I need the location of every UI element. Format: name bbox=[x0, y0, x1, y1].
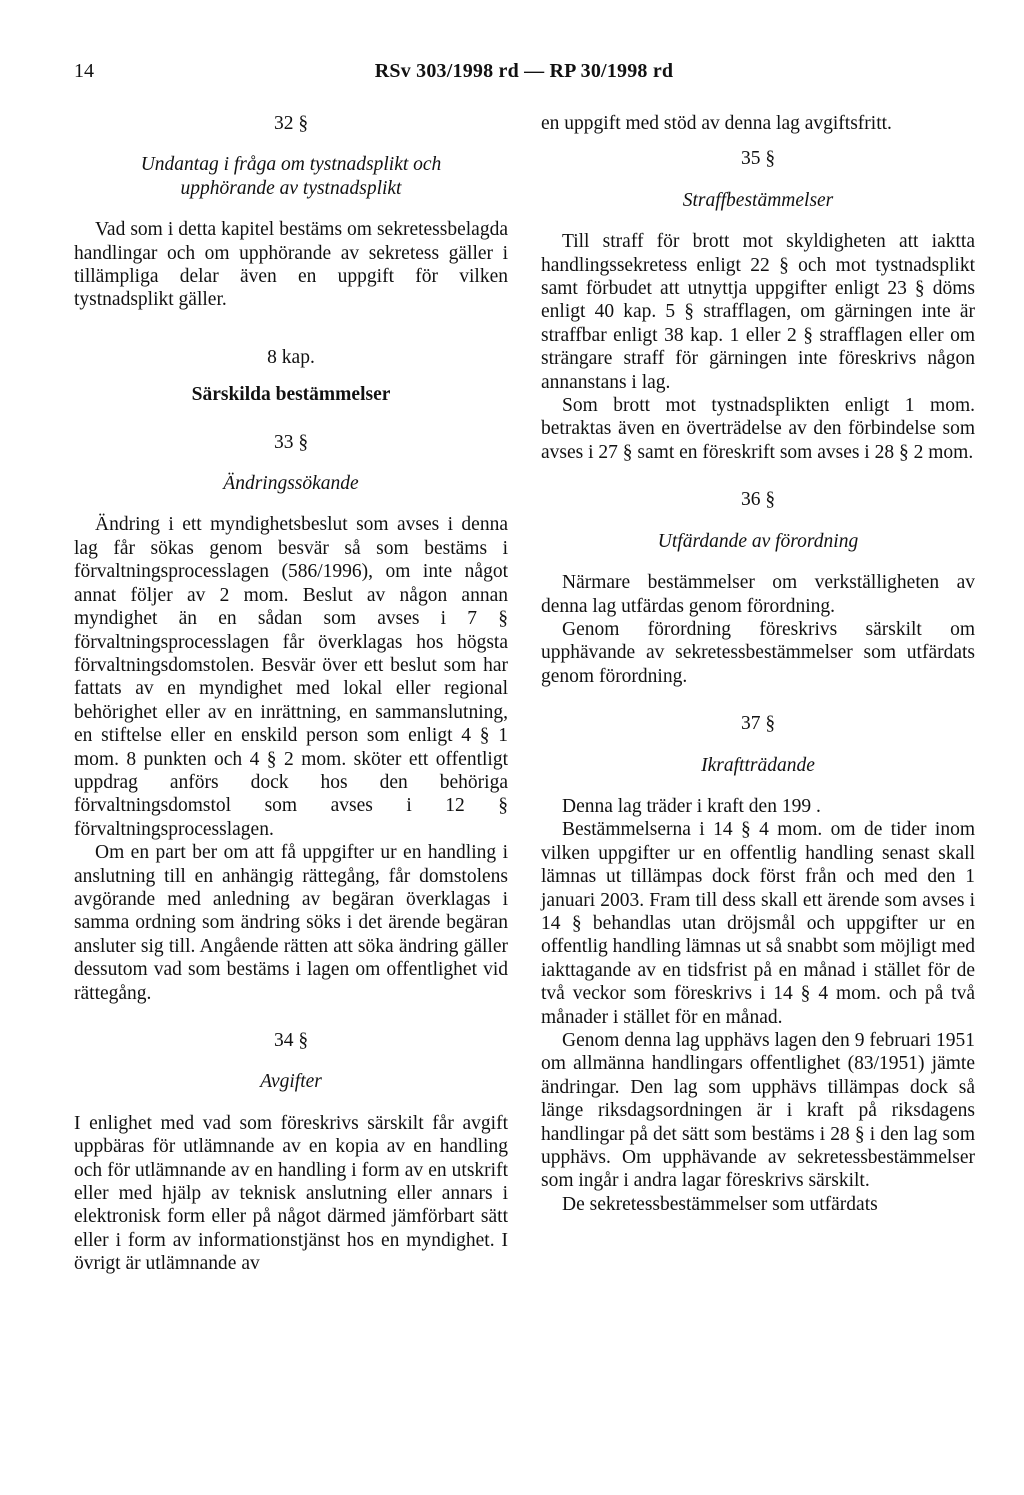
section-37-paragraph-3: Genom denna lag upphävs lagen den 9 februari 1951 om allmänna handlingars offentlighet (83/1951) jämte ändringar. Den lag som upphävs tillämpas dock så länge riksdagsordningen är i kraft på riksdagens handlingar på det sätt som bestäms i 28 § i den lag som upphävs. Om upphävande av sekretessbestämmelser som ingår i andra lagar föreskrivs särskilt. bbox=[541, 1030, 975, 1192]
section-33-paragraph-1: Ändring i ett myndighetsbeslut som avses i denna lag får sökas genom besvär så som bestäms i förvaltningsprocesslagen (586/1996), om inte något annat följer av 2 mom. Beslut av någon annan myndighet än en sådan som avses i 7 § förvaltningsprocesslagen får överklagas hos högsta förvaltningsdomstolen. Besvär över ett beslut som har fattats av en myndighet med lokal eller regional behörighet eller av en inrättning, en sammanslutning, en stiftelse eller en enskild person som enligt 4 § 1 mom. 8 punkten och 4 § 2 mom. sköter ett offentligt uppdrag anförs dock hos den behöriga förvaltningsdomstol som avses i 12 § förvaltningsprocesslagen. bbox=[74, 514, 508, 840]
section-33-number: 33 § bbox=[273, 431, 309, 453]
section-32-title: Undantag i fråga om tystnadsplikt och upphörande av tystnadsplikt bbox=[140, 154, 442, 199]
running-head: RSv 303/1998 rd — RP 30/1998 rd bbox=[374, 60, 674, 82]
page-number: 14 bbox=[74, 60, 94, 82]
section-36-number: 36 § bbox=[740, 489, 776, 511]
right-column bbox=[541, 112, 975, 1216]
section-34-paragraph: I enlighet med vad som föreskrivs särskilt får avgift uppbäras för utlämnande av en kopia av en handling och för utlämnande av en handling i form av en utskrift eller med hjälp av teknisk anslutning eller annars i elektronisk form eller på något därmed jämförbart sätt eller i form av informationstjänst hos en myndighet. I övrigt är utlämnande av bbox=[74, 1112, 508, 1275]
section-36-paragraph-1: Närmare bestämmelser om verkställigheten av denna lag utfärdas genom förordning. bbox=[541, 572, 975, 617]
section-37-number: 37 § bbox=[740, 713, 776, 735]
section-32-number: 32 § bbox=[273, 113, 309, 134]
section-33-paragraph-2: Om en part ber om att få uppgifter ur en handling i anslutning till en anhängig rättegång, får domstolens avgörande med anledning av begäran överklagas i samma ordning som ändring söks i det ärende begäran ansluter sig till. Angående rätten att söka ändring gäller dessutom vad som bestäms i lagen om offentlighet vid rättegång. bbox=[74, 842, 508, 1004]
left-column bbox=[74, 112, 508, 1276]
section-32-paragraph: Vad som i detta kapitel bestäms om sekretessbelagda handlingar och om upphörande av sekretess gäller i tillämpliga delar även en uppgift för vilken tystnadsplikt gäller. bbox=[74, 219, 508, 311]
section-37-title: Ikraftträdande bbox=[701, 754, 815, 776]
continued-paragraph: en uppgift med stöd av denna lag avgiftsfritt. bbox=[541, 113, 892, 134]
section-34-number: 34 § bbox=[273, 1030, 309, 1051]
section-36-title: Utfärdande av förordning bbox=[657, 530, 859, 552]
chapter-title: Särskilda bestämmelser bbox=[191, 384, 391, 406]
section-35-title: Straffbestämmelser bbox=[682, 189, 834, 211]
section-34-title: Avgifter bbox=[260, 1071, 322, 1093]
chapter-number: 8 kap. bbox=[267, 346, 315, 368]
section-36-paragraph-2: Genom förordning föreskrivs särskilt om upphävande av sekretessbestämmelser som utfärdats genom förordning. bbox=[541, 618, 975, 687]
section-37-paragraph-2: Bestämmelserna i 14 § 4 mom. om de tider inom vilken uppgifter ur en offentlig handling senast skall lämnas ut tillämpas dock först från och med den 1 januari 2003. Fram till dess skall ett ärende som avses i 14 § behandlas utan dröjsmål och uppgifter ur en offentlig handling lämnas ut så snabbt som möjligt med iakttagande av en tidsfrist på en månad i stället för de två veckor som föreskrivs i 14 § 4 mom. och på två månader i stället för en månad. bbox=[541, 819, 976, 1028]
section-37-paragraph-1: Denna lag träder i kraft den 199 . bbox=[562, 795, 821, 817]
section-33-title: Ändringssökande bbox=[223, 473, 359, 495]
page-header bbox=[74, 60, 974, 90]
section-35-paragraph-2: Som brott mot tystnadsplikten enligt 1 mom. betraktas även en överträdelse av den förbindelse som avses i 27 § samt en föreskrift som avses i 28 § 2 mom. bbox=[541, 395, 975, 463]
section-37-paragraph-4: De sekretessbestämmelser som utfärdats bbox=[562, 1193, 878, 1215]
section-35-number: 35 § bbox=[740, 148, 776, 170]
section-35-paragraph-1: Till straff för brott mot skyldigheten att iaktta handlingssekretess enligt 22 § och mot tystnadsplikt samt förbudet att utnyttja uppgifter enligt 23 § döms enligt 40 kap. 5 § strafflagen, om gärningen inte är straffbar enligt 38 kap. 1 eller 2 § strafflagen eller om strängare straff för gärningen inte föreskrivs någon annanstans i lag. bbox=[541, 231, 975, 393]
